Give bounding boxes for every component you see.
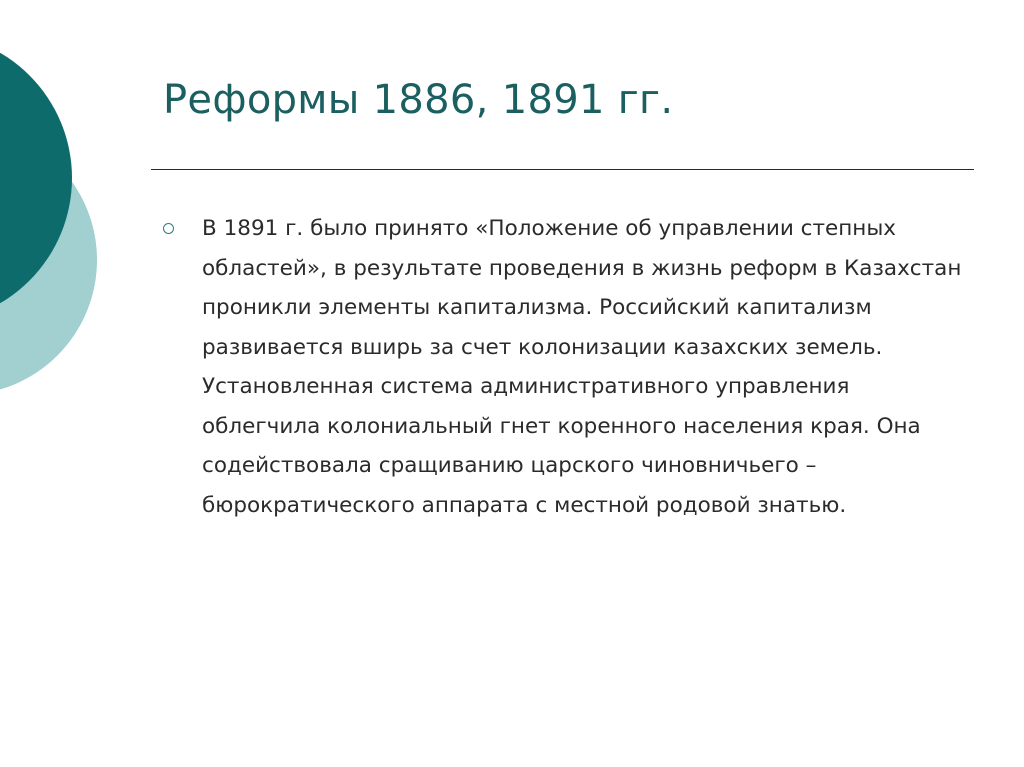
hollow-circle-icon — [163, 223, 174, 234]
bullet-text: В 1891 г. было принято «Положение об управлении степных областей», в результате проведения в жизнь реформ в Казахстан проникли элементы капитализма. Российский капитализм развивается вширь за счет колонизации казахских земель. Установленная система административного управления облегчила колониальный гнет коренного населения края. Она содействовала сращиванию царского чиновничьего – бюрократического аппарата с местной родовой знатью. — [202, 216, 962, 518]
title-divider — [151, 169, 974, 170]
slide-title: Реформы 1886, 1891 гг. — [163, 77, 674, 123]
bullet-item — [160, 209, 980, 525]
bullet-list — [160, 209, 980, 525]
